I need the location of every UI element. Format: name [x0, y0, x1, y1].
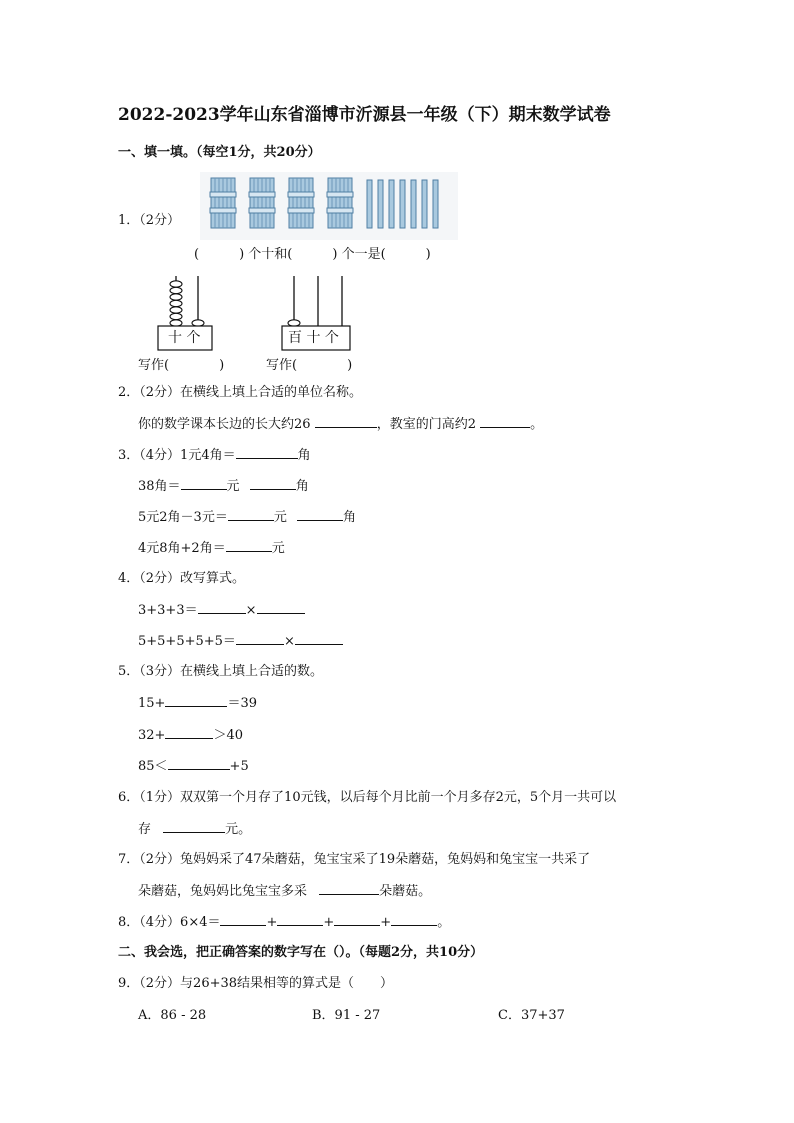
question-1-number: 1．（2分） [118, 213, 181, 228]
question-7-line-2 [138, 882, 431, 901]
abacus-2-place-label: 百 十 个 [288, 330, 339, 346]
q7-blank-1[interactable] [319, 882, 379, 895]
q3-l4-unit: 元 [271, 541, 285, 556]
question-6-line-1: 6．（1分）双双第一个月存了10元钱，以后每个月比前一个月多存2元，5个月一共可以 [118, 790, 617, 805]
q1-paren-close: ) [425, 247, 431, 262]
abacus-2-write-line [266, 357, 352, 375]
q2-text-b: ，教室的门高约2 [376, 417, 476, 432]
q1-ones-text: ) 个一是( [332, 247, 386, 262]
q4-l2-text: 5+5+5+5+5＝ [138, 634, 236, 649]
q5-l2-text-a: 32+ [138, 728, 166, 743]
write-1-close: ) [219, 358, 225, 373]
q5-blank-1[interactable] [165, 694, 227, 707]
q1-tens-text: ) 个十和( [239, 247, 293, 262]
q3-l2-unit-b: 角 [295, 479, 309, 494]
q5-l1-text-a: 15+ [138, 696, 166, 711]
question-4-line-2 [138, 632, 343, 651]
q5-blank-2[interactable] [165, 726, 213, 739]
question-3-line-2 [138, 477, 309, 496]
q8-blank-2[interactable] [277, 913, 323, 926]
question-6-line-2 [138, 820, 251, 839]
question-3-line-1 [118, 446, 311, 465]
question-5-line-3 [138, 757, 249, 776]
section-one-heading: 一、填一填。（每空1分，共20分） [118, 145, 321, 160]
q4-blank-2[interactable] [257, 601, 305, 614]
question-7-line-1: 7．（2分）兔妈妈采了47朵蘑菇，兔宝宝采了19朵蘑菇，兔妈妈和兔宝宝一共采了 [118, 852, 591, 867]
q3-l2-text: 38角＝ [138, 479, 181, 494]
q3-l4-text: 4元8角+2角＝ [138, 541, 226, 556]
q5-l3-text-b: +5 [229, 759, 249, 774]
question-9-stem: 9．（2分）与26+38结果相等的算式是（ ） [118, 976, 394, 991]
question-5-line-1 [138, 694, 257, 713]
question-8-line [118, 913, 450, 932]
q6-blank-1[interactable] [163, 820, 225, 833]
question-3-line-4 [138, 539, 285, 558]
q8-stem: 8．（4分）6×4＝ [118, 915, 221, 930]
page-title: 2022-2023学年山东省淄博市沂源县一年级（下）期末数学试卷 [118, 105, 611, 125]
q5-l2-text-b: ＞40 [213, 728, 243, 743]
q3-unit-1: 角 [297, 448, 311, 463]
q8-plus-3: + [380, 915, 392, 930]
q1-paren-open: ( [194, 247, 200, 262]
q4-blank-3[interactable] [236, 632, 284, 645]
question-2-stem: 2．（2分）在横线上填上合适的单位名称。 [118, 385, 363, 400]
question-9-option-b[interactable]: B．91 - 27 [312, 1008, 381, 1023]
question-2-line [138, 415, 543, 434]
q5-blank-3[interactable] [168, 757, 230, 770]
q2-text-c: 。 [530, 417, 544, 432]
stick-bundle-1 [210, 178, 236, 228]
q3-blank-4[interactable] [228, 508, 274, 521]
q7-text-b: 朵蘑菇。 [379, 884, 432, 899]
q3-blank-3[interactable] [250, 477, 296, 490]
single-sticks [367, 180, 438, 228]
write-1-label: 写作( [138, 358, 170, 373]
q6-text-b: 元。 [225, 822, 252, 837]
q3-l3-unit-b: 角 [342, 510, 356, 525]
write-2-close: ) [347, 358, 353, 373]
q2-blank-1[interactable] [315, 415, 377, 428]
section-two-heading: 二、我会选，把正确答案的数字写在（）。（每题2分，共10分） [118, 945, 484, 960]
q3-l2-unit-a: 元 [226, 479, 240, 494]
q6-text-a: 存 [138, 822, 152, 837]
q4-times-1: × [245, 603, 257, 618]
write-2-label: 写作( [266, 358, 298, 373]
q3-l3-text: 5元2角－3元＝ [138, 510, 228, 525]
abacus-1-write-line [138, 357, 224, 375]
q4-times-2: × [283, 634, 295, 649]
question-4-stem: 4．（2分）改写算式。 [118, 571, 246, 586]
q5-l1-text-b: ＝39 [227, 696, 257, 711]
question-1-fill-line [194, 246, 431, 264]
q2-text-a: 你的数学课本长边的长大约26 [138, 417, 311, 432]
question-3-line-3 [138, 508, 356, 527]
q3-blank-1[interactable] [236, 446, 298, 459]
q5-l3-text-a: 85＜ [138, 759, 168, 774]
q8-end: 。 [437, 915, 451, 930]
q4-blank-1[interactable] [198, 601, 246, 614]
stick-bundle-3 [288, 178, 314, 228]
q8-blank-3[interactable] [334, 913, 380, 926]
q8-blank-1[interactable] [220, 913, 266, 926]
q8-plus-1: + [266, 915, 278, 930]
q3-blank-5[interactable] [297, 508, 343, 521]
q8-blank-4[interactable] [391, 913, 437, 926]
stick-bundle-2 [249, 178, 275, 228]
q7-text-a: 朵蘑菇，兔妈妈比兔宝宝多采 [138, 884, 308, 899]
question-5-stem: 5．（3分）在横线上填上合适的数。 [118, 664, 324, 679]
q3-blank-6[interactable] [226, 539, 272, 552]
q3-l3-unit-a: 元 [273, 510, 287, 525]
q8-plus-2: + [323, 915, 335, 930]
q4-l1-text: 3+3+3＝ [138, 603, 198, 618]
question-5-line-2 [138, 726, 243, 745]
q2-blank-2[interactable] [480, 415, 530, 428]
stick-bundle-4 [327, 178, 353, 228]
q3-blank-2[interactable] [181, 477, 227, 490]
q4-blank-4[interactable] [295, 632, 343, 645]
stick-bundles-figure [200, 172, 458, 240]
question-4-line-1 [138, 601, 305, 620]
question-9-option-a[interactable]: A．86 - 28 [138, 1008, 207, 1023]
abacus-1-place-label: 十 个 [168, 330, 201, 346]
question-9-option-c[interactable]: C．37+37 [498, 1008, 565, 1023]
q3-stem: 3．（4分）1元4角＝ [118, 448, 236, 463]
